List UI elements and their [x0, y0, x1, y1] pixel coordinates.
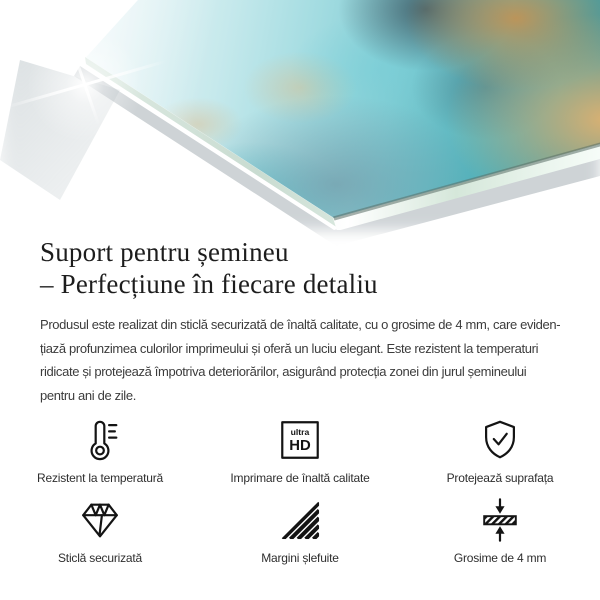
page-title-line1: Suport pentru șemineu — [40, 237, 289, 267]
description-line: Produsul este realizat din sticlă securizată de înaltă calitate, cu o grosime de 4 mm, care eviden- — [40, 317, 561, 332]
product-hero-image — [0, 0, 600, 230]
feature-label: Sticlă securizată — [58, 551, 142, 565]
ultra-hd-badge-bottom: HD — [289, 438, 311, 455]
product-info-section — [0, 236, 600, 407]
feature-temperature-resistant — [0, 417, 200, 486]
ultra-hd-icon — [277, 417, 323, 463]
feature-label: Grosime de 4 mm — [453, 551, 547, 565]
product-description — [40, 313, 560, 407]
description-line: ridicate și protejează împotriva deteriorărilor, asigurând protecția zonei din jurul șemineului — [40, 364, 527, 379]
feature-label: Protejează suprafața — [446, 471, 554, 485]
feature-thickness — [400, 497, 600, 566]
ultra-hd-badge-top: ultra — [290, 427, 310, 438]
feature-label: Margini șlefuite — [261, 551, 339, 565]
page-title — [40, 236, 560, 300]
page-title-line2: – Perfecțiune în fiecare detaliu — [40, 269, 378, 299]
feature-polished-edges — [200, 497, 400, 566]
shield-check-icon — [477, 417, 523, 463]
thickness-icon — [477, 497, 523, 543]
diamond-icon — [77, 497, 123, 543]
feature-label: Imprimare de înaltă calitate — [230, 471, 370, 485]
feature-surface-protection — [400, 417, 600, 486]
thermometer-icon — [77, 417, 123, 463]
description-line: pentru ani de zile. — [40, 387, 136, 403]
polished-edges-icon — [277, 497, 323, 543]
feature-tempered-glass — [0, 497, 200, 566]
description-line: țiază profunzimea culorilor imprimeului și oferă un luciu elegant. Este rezistent la temperaturi — [40, 340, 539, 356]
feature-print-quality — [200, 417, 400, 486]
feature-grid — [0, 417, 600, 566]
feature-label: Rezistent la temperatură — [37, 471, 163, 485]
